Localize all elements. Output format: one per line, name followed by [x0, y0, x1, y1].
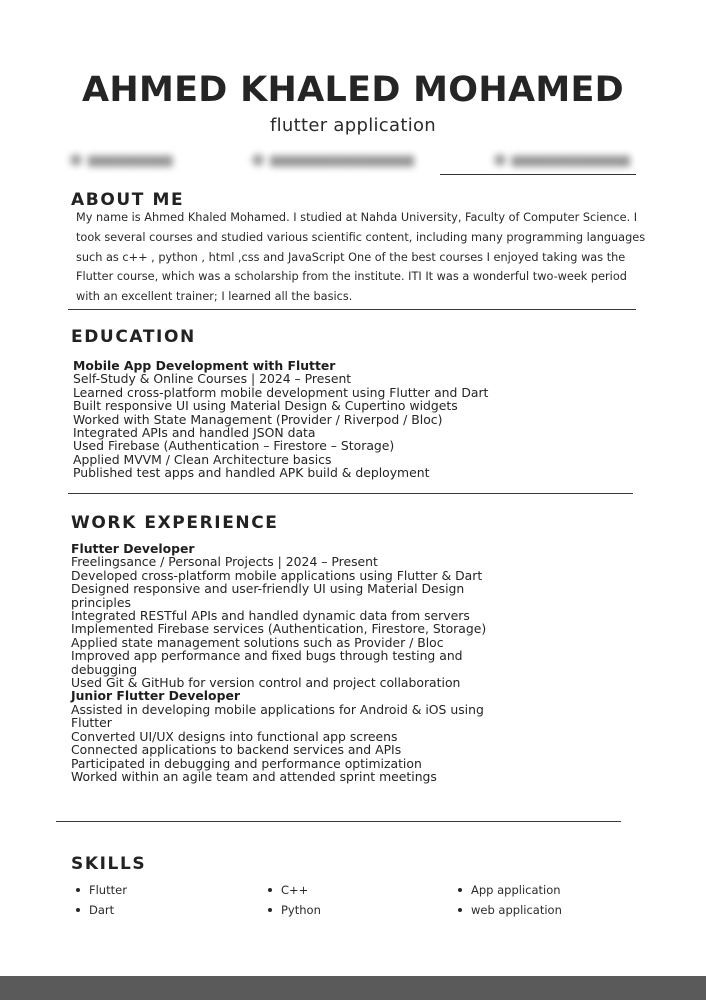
- job-title: Flutter Developer: [71, 541, 195, 556]
- job-line: Improved app performance and fixed bugs through testing and: [71, 648, 463, 664]
- job-line: Freelingsance / Personal Projects | 2024 – Present: [71, 554, 378, 570]
- bullet-icon: [458, 908, 462, 912]
- job-line: Developed cross-platform mobile applications using Flutter & Dart: [71, 567, 483, 583]
- job-subtitle: flutter application: [269, 115, 437, 136]
- work-divider: [56, 821, 621, 822]
- phone-icon: [70, 154, 82, 166]
- skill-item: [458, 883, 561, 897]
- job-line: Converted UI/UX designs into functional app screens: [71, 728, 398, 744]
- job-line: Applied state management solutions such as Provider / Bloc: [71, 634, 444, 650]
- candidate-name: AHMED KHALED MOHAMED: [81, 70, 625, 110]
- job-line: Flutter: [71, 715, 112, 731]
- education-line: Published test apps and handled APK build & deployment: [73, 465, 430, 481]
- skill-label: App application: [471, 883, 561, 897]
- job-line: Used Git & GitHub for version control and project collaboration: [71, 675, 461, 691]
- skill-label: Python: [281, 903, 321, 917]
- skills-heading: SKILLS: [71, 854, 147, 874]
- job-line: debugging: [71, 661, 138, 677]
- contact-email: ▇▇▇▇▇▇▇▇▇▇▇▇▇▇▇▇▇: [252, 154, 414, 167]
- skill-label: Flutter: [89, 883, 127, 897]
- bullet-icon: [458, 888, 462, 892]
- skill-item: [268, 883, 308, 897]
- education-entry: [73, 359, 488, 480]
- job-line: Integrated RESTful APIs and handled dynamic data from servers: [71, 608, 470, 624]
- bullet-icon: [268, 888, 272, 892]
- bullet-icon: [76, 888, 80, 892]
- job-line: Participated in debugging and performance optimization: [71, 755, 422, 771]
- about-text: My name is Ahmed Khaled Mohamed. I studied at Nahda University, Faculty of Computer Science. I took several courses and studied various scientific content, including many programming languages such as c++ , python , html ,css and JavaScript One of the best courses I enjoyed taking was the Flutter course, which was a scholarship from the institute. ITI It was a wonderful two-week period with an excellent trainer; I learned all the basics.: [76, 211, 646, 304]
- work-heading: WORK EXPERIENCE: [71, 513, 279, 533]
- location-icon: [494, 154, 506, 166]
- education-line: Used Firebase (Authentication – Firestore – Storage): [73, 438, 395, 454]
- job-line: Worked within an agile team and attended sprint meetings: [71, 768, 437, 784]
- job-line: principles: [71, 594, 131, 610]
- education-line: Integrated APIs and handled JSON data: [73, 425, 316, 441]
- skill-label: C++: [281, 883, 309, 897]
- education-line: Self-Study & Online Courses | 2024 – Present: [73, 371, 352, 387]
- skill-item: [76, 903, 114, 917]
- job-line: Implemented Firebase services (Authentication, Firestore, Storage): [71, 621, 487, 637]
- education-line: Learned cross-platform mobile development using Flutter and Dart: [73, 384, 489, 400]
- job-line: Connected applications to backend services and APIs: [71, 742, 402, 758]
- education-line: Applied MVVM / Clean Architecture basics: [73, 451, 332, 467]
- about-heading: ABOUT ME: [71, 190, 185, 210]
- skill-label: Dart: [89, 903, 115, 917]
- work-entries: [71, 542, 486, 783]
- bullet-icon: [76, 908, 80, 912]
- job-line: Assisted in developing mobile applications for Android & iOS using: [71, 701, 484, 717]
- contact-phone: ▇▇▇▇▇▇▇▇▇▇: [70, 154, 173, 167]
- education-heading: EDUCATION: [71, 327, 196, 347]
- education-entry-title: Mobile App Development with Flutter: [73, 358, 336, 373]
- about-divider: [68, 309, 636, 310]
- skill-label: web application: [471, 903, 562, 917]
- contact-divider: [440, 174, 636, 175]
- job-title: Junior Flutter Developer: [71, 688, 240, 704]
- education-line: Worked with State Management (Provider / Riverpod / Bloc): [73, 411, 443, 427]
- job-line: Designed responsive and user-friendly UI using Material Design: [71, 581, 465, 597]
- education-divider: [68, 493, 633, 494]
- contact-address: ▇▇▇▇▇▇▇▇▇▇▇▇▇▇: [494, 154, 630, 167]
- education-line: Built responsive UI using Material Design & Cupertino widgets: [73, 398, 458, 414]
- bullet-icon: [268, 908, 272, 912]
- bottom-bar: [0, 976, 706, 1000]
- skill-item: [76, 883, 127, 897]
- skill-item: [458, 903, 562, 917]
- email-icon: [252, 154, 264, 166]
- contact-info-redacted: [70, 146, 630, 174]
- skill-item: [268, 903, 321, 917]
